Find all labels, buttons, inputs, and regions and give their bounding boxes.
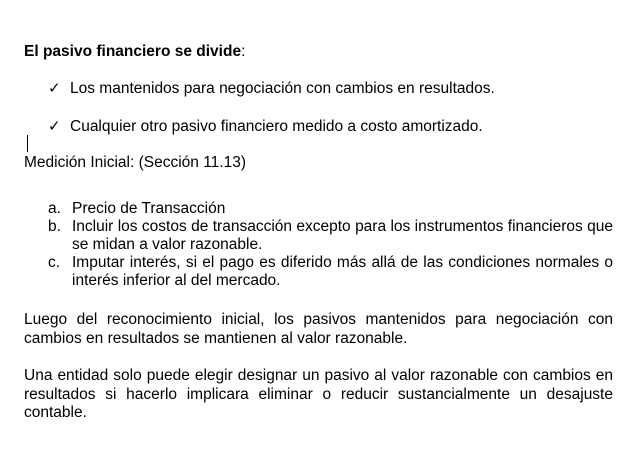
lettered-list [24, 200, 613, 290]
list-item-marker: b. [48, 218, 61, 235]
list-item [24, 200, 613, 218]
section-heading [24, 42, 245, 62]
list-item-marker: a. [48, 200, 61, 217]
check-mark-icon: ✓ [48, 80, 61, 97]
paragraph: Luego del reconocimiento inicial, los pasivos mantenidos para negociación con cambios en resultados se mantienen al valor razonable. [24, 311, 613, 347]
check-mark-icon: ✓ [48, 118, 61, 135]
check-list-item [48, 79, 495, 99]
list-item-text: Precio de Transacción [72, 200, 226, 217]
list-item-text: Incluir los costos de transacción excepto para los instrumentos financieros que se midan a valor razonable. [72, 218, 613, 253]
check-list-item-text: Los mantenidos para negociación con cambios en resultados. [70, 80, 495, 97]
paragraph: Una entidad solo puede elegir designar un pasivo al valor razonable con cambios en resultados si hacerlo implicara eliminar o reducir sustancialmente un desajuste contable. [24, 367, 613, 421]
list-item [24, 254, 613, 290]
section-heading-bold: El pasivo financiero se divide [24, 43, 242, 60]
list-item-marker: c. [48, 254, 61, 271]
sub-heading: Medición Inicial: (Sección 11.13) [24, 154, 246, 171]
list-item [24, 218, 613, 254]
check-list-item-text: Cualquier otro pasivo financiero medido a costo amortizado. [70, 118, 483, 135]
check-list-item [48, 117, 483, 137]
text-cursor[interactable] [27, 135, 28, 152]
section-heading-colon: : [241, 43, 246, 60]
list-item-text: Imputar interés, si el pago es diferido más allá de las condiciones normales o interés inferior al del mercado. [72, 254, 613, 289]
